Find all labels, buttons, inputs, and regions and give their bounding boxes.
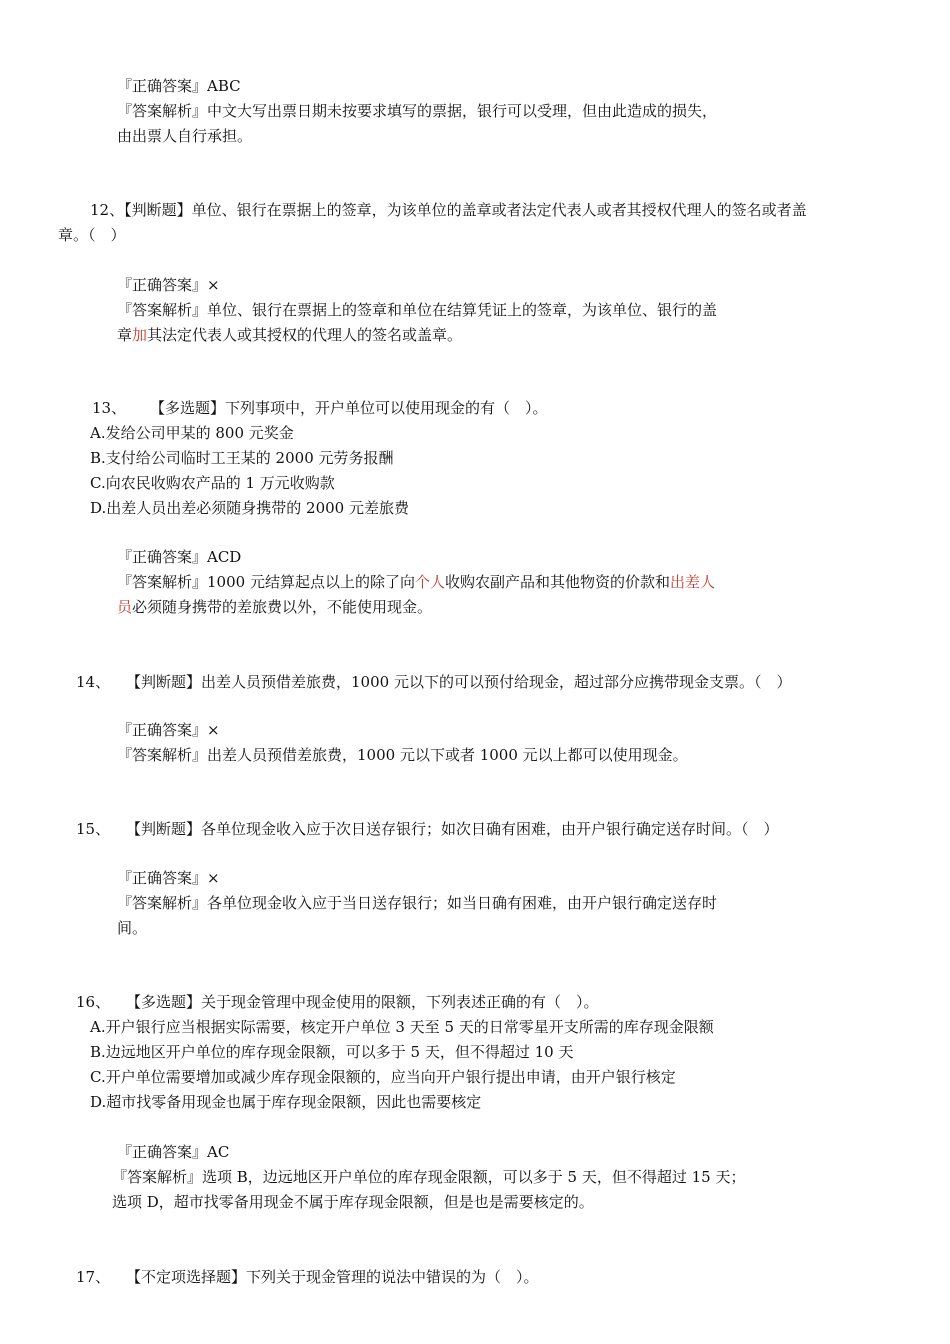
analysis-text: 『答案解析』出差人员预借差旅费，1000 元以下或者 1000 元以上都可以使用现金。 — [117, 746, 688, 764]
highlighted-text: 出差人 — [669, 573, 715, 591]
option-b: B.边远地区开户单位的库存现金限额，可以多于 5 天，但不得超过 10 天 — [90, 1043, 574, 1061]
option-c: C.开户单位需要增加或减少库存现金限额的，应当向开户银行提出申请，由开户银行核定 — [90, 1068, 676, 1086]
answer-label: 『正确答案』ACD — [117, 548, 242, 566]
analysis-text: 间。 — [117, 919, 148, 937]
analysis-text: 『答案解析』各单位现金收入应于当日送存银行；如当日确有困难，由开户银行确定送存时 — [117, 894, 718, 912]
question-stem: 12、【判断题】单位、银行在票据上的签章，为该单位的盖章或者法定代表人或者其授权代理人的签名或者盖 — [90, 201, 807, 219]
question-number: 17、 — [76, 1268, 111, 1286]
analysis-text — [117, 572, 715, 592]
highlighted-text: 个人 — [414, 573, 445, 591]
question-stem: 【多选题】关于现金管理中现金使用的限额，下列表述正确的有（ ）。 — [126, 993, 599, 1011]
analysis-text: 『答案解析』单位、银行在票据上的签章和单位在结算凭证上的签章，为该单位、银行的盖 — [117, 301, 718, 319]
analysis-segment: 收购农副产品和其他物资的价款和 — [444, 573, 670, 591]
option-d: D.超市找零备用现金也属于库存现金限额，因此也需要核定 — [90, 1093, 482, 1111]
analysis-segment: 其法定代表人或其授权的代理人的签名或盖章。 — [147, 326, 463, 344]
analysis-text: 『答案解析』选项 B，边远地区开户单位的库存现金限额，可以多于 5 天，但不得超过 15 天； — [112, 1168, 746, 1186]
option-a: A.发给公司甲某的 800 元奖金 — [90, 424, 294, 442]
option-c: C.向农民收购农产品的 1 万元收购款 — [90, 474, 335, 492]
question-number: 15、 — [76, 820, 111, 838]
answer-label: 『正确答案』AC — [117, 1143, 230, 1161]
question-number: 14、 — [76, 673, 111, 691]
analysis-text: 选项 D，超市找零备用现金不属于库存现金限额，但是也是需要核定的。 — [112, 1193, 594, 1211]
answer-label: 『正确答案』× — [117, 276, 220, 294]
question-stem: 【多选题】下列事项中，开户单位可以使用现金的有（ ）。 — [150, 399, 548, 417]
option-b: B.支付给公司临时工王某的 2000 元劳务报酬 — [90, 449, 394, 467]
highlighted-text: 加 — [132, 326, 148, 344]
answer-label: 『正确答案』× — [117, 869, 220, 887]
analysis-segment: 必须随身携带的差旅费以外，不能使用现金。 — [132, 598, 433, 616]
analysis-text: 由出票人自行承担。 — [117, 127, 253, 145]
question-stem: 【判断题】出差人员预借差旅费，1000 元以下的可以预付给现金，超过部分应携带现金支票。（ ） — [126, 673, 792, 691]
question-stem: 章。（ ） — [58, 226, 126, 244]
analysis-text — [117, 597, 432, 617]
highlighted-text: 员 — [117, 598, 133, 616]
answer-label: 『正确答案』× — [117, 721, 220, 739]
option-d: D.出差人员出差必须随身携带的 2000 元差旅费 — [90, 499, 409, 517]
analysis-text: 『答案解析』中文大写出票日期未按要求填写的票据，银行可以受理，但由此造成的损失， — [117, 102, 718, 120]
question-number: 16、 — [76, 993, 111, 1011]
question-stem: 【不定项选择题】下列关于现金管理的说法中错误的为（ ）。 — [126, 1268, 539, 1286]
question-stem: 【判断题】各单位现金收入应于次日送存银行；如次日确有困难，由开户银行确定送存时间。（ ） — [126, 820, 779, 838]
question-number: 13、 — [92, 399, 127, 417]
analysis-segment: 『答案解析』1000 元结算起点以上的除了向 — [117, 573, 415, 591]
analysis-segment: 章 — [117, 326, 133, 344]
answer-label: 『正确答案』ABC — [117, 77, 241, 95]
analysis-text — [117, 325, 462, 345]
option-a: A.开户银行应当根据实际需要，核定开户单位 3 天至 5 天的日常零星开支所需的库存现金限额 — [90, 1018, 714, 1036]
